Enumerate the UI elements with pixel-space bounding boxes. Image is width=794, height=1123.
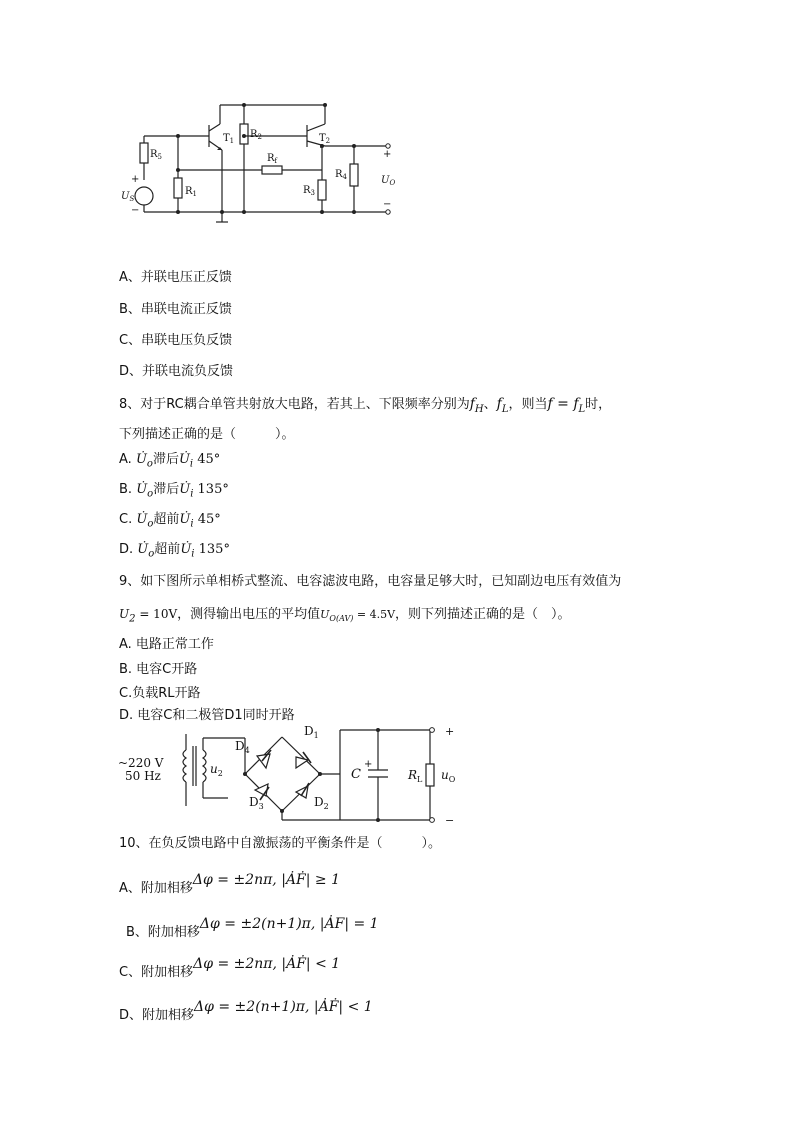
q7-option-d: D、并联电流负反馈 [119, 364, 234, 379]
q10-option-c: C、附加相移Δφ = ±2nπ, |ȦḞ| < 1 [119, 956, 341, 980]
u2-label: $u_2$ [210, 762, 223, 778]
rf-label: $R_f$ [267, 153, 278, 165]
uo-label: $U_O$ [381, 175, 396, 187]
d1-label: $D_1$ [304, 724, 319, 740]
q8-option-a: A. $U̇_o$滞后$U̇_i$ 45° [119, 452, 221, 470]
output-minus: − [445, 814, 455, 827]
capacitor-label: C [351, 767, 361, 782]
d2-label: $D_2$ [314, 795, 329, 811]
q8-fh: $f_H$ [469, 396, 484, 415]
capacitor-plus: + [364, 759, 373, 770]
rl-label: $R_L$ [408, 768, 423, 784]
uo-plus: + [383, 149, 392, 160]
q9-uo: $U_{O(AV)} = 4.5V$ [320, 608, 396, 624]
q10-option-d: D、附加相移Δφ = ±2(n+1)π, |ȦḞ| < 1 [119, 999, 373, 1023]
d3-label: $D_3$ [249, 795, 264, 811]
q9-option-a: A. 电路正常工作 [119, 637, 214, 652]
q10-option-a: A、附加相移Δφ = ±2nπ, |ȦḞ| ≥ 1 [119, 872, 341, 896]
q8-stem-line2: 下列描述正确的是（ ）。 [119, 427, 295, 442]
uo-minus: − [383, 199, 392, 210]
q9-option-b: B. 电容C开路 [119, 662, 198, 677]
source-frequency-label: 50 Hz [125, 769, 161, 783]
q9-option-d: D. 电容C和二极管D1同时开路 [119, 708, 295, 723]
r5-label: $R_5$ [150, 149, 162, 161]
q7-option-c: C、串联电压负反馈 [119, 333, 233, 348]
r3-label: $R_3$ [303, 185, 315, 197]
q8-stem: 8、对于RC耦合单管共射放大电路，若其上、下限频率分别为$f_H$、$f_L$，则当$f = f_L$时， [119, 396, 612, 415]
output-plus: + [445, 725, 455, 738]
us-minus: − [131, 205, 140, 216]
q7-option-a: A、并联电压正反馈 [119, 270, 232, 285]
bridge-rectifier-circuit [115, 720, 460, 828]
d4-label: $D_4$ [235, 739, 250, 755]
r1-label: $R_1$ [185, 186, 197, 198]
us-label: $U_S$ [121, 191, 135, 203]
q9-stem: 9、如下图所示单相桥式整流、电容滤波电路，电容量足够大时，已知副边电压有效值为 [119, 574, 622, 589]
q9-u2: $U_2 = 10V$ [119, 607, 178, 625]
q8-option-c: C. $U̇_o$超前$U̇_i$ 45° [119, 512, 221, 530]
q10-option-b: B、附加相移Δφ = ±2(n+1)π, |ȦF| = 1 [126, 916, 379, 940]
q7-option-b: B、串联电流正反馈 [119, 302, 232, 317]
r2-label: $R_2$ [250, 129, 262, 141]
q10-stem: 10、在负反馈电路中自激振荡的平衡条件是（ ）。 [119, 836, 442, 851]
q8-stem-text: 8、对于RC耦合单管共射放大电路，若其上、下限频率分别为 [119, 397, 470, 412]
r4-label: $R_4$ [335, 169, 347, 181]
us-plus: + [131, 174, 140, 185]
q8-condition: $f = f_L$ [547, 396, 586, 415]
uo-label: $u_O$ [441, 768, 456, 784]
q9-stem-line2: $U_2 = 10V$，测得输出电压的平均值$U_{O(AV)} = 4.5V$，则下列描述正确的是（ ）。 [119, 607, 571, 625]
t2-label: $T_2$ [319, 133, 331, 145]
q9-option-c: C.负载RL开路 [119, 686, 201, 701]
feedback-amplifier-circuit [118, 95, 408, 230]
q8-option-b: B. $U̇_o$滞后$U̇_i$ 135° [119, 482, 229, 500]
t1-label: $T_1$ [223, 133, 235, 145]
q8-option-d: D. $U̇_o$超前$U̇_i$ 135° [119, 542, 230, 560]
q8-fl: $f_L$ [496, 396, 509, 415]
source-voltage-label: ~220 V [118, 756, 164, 770]
